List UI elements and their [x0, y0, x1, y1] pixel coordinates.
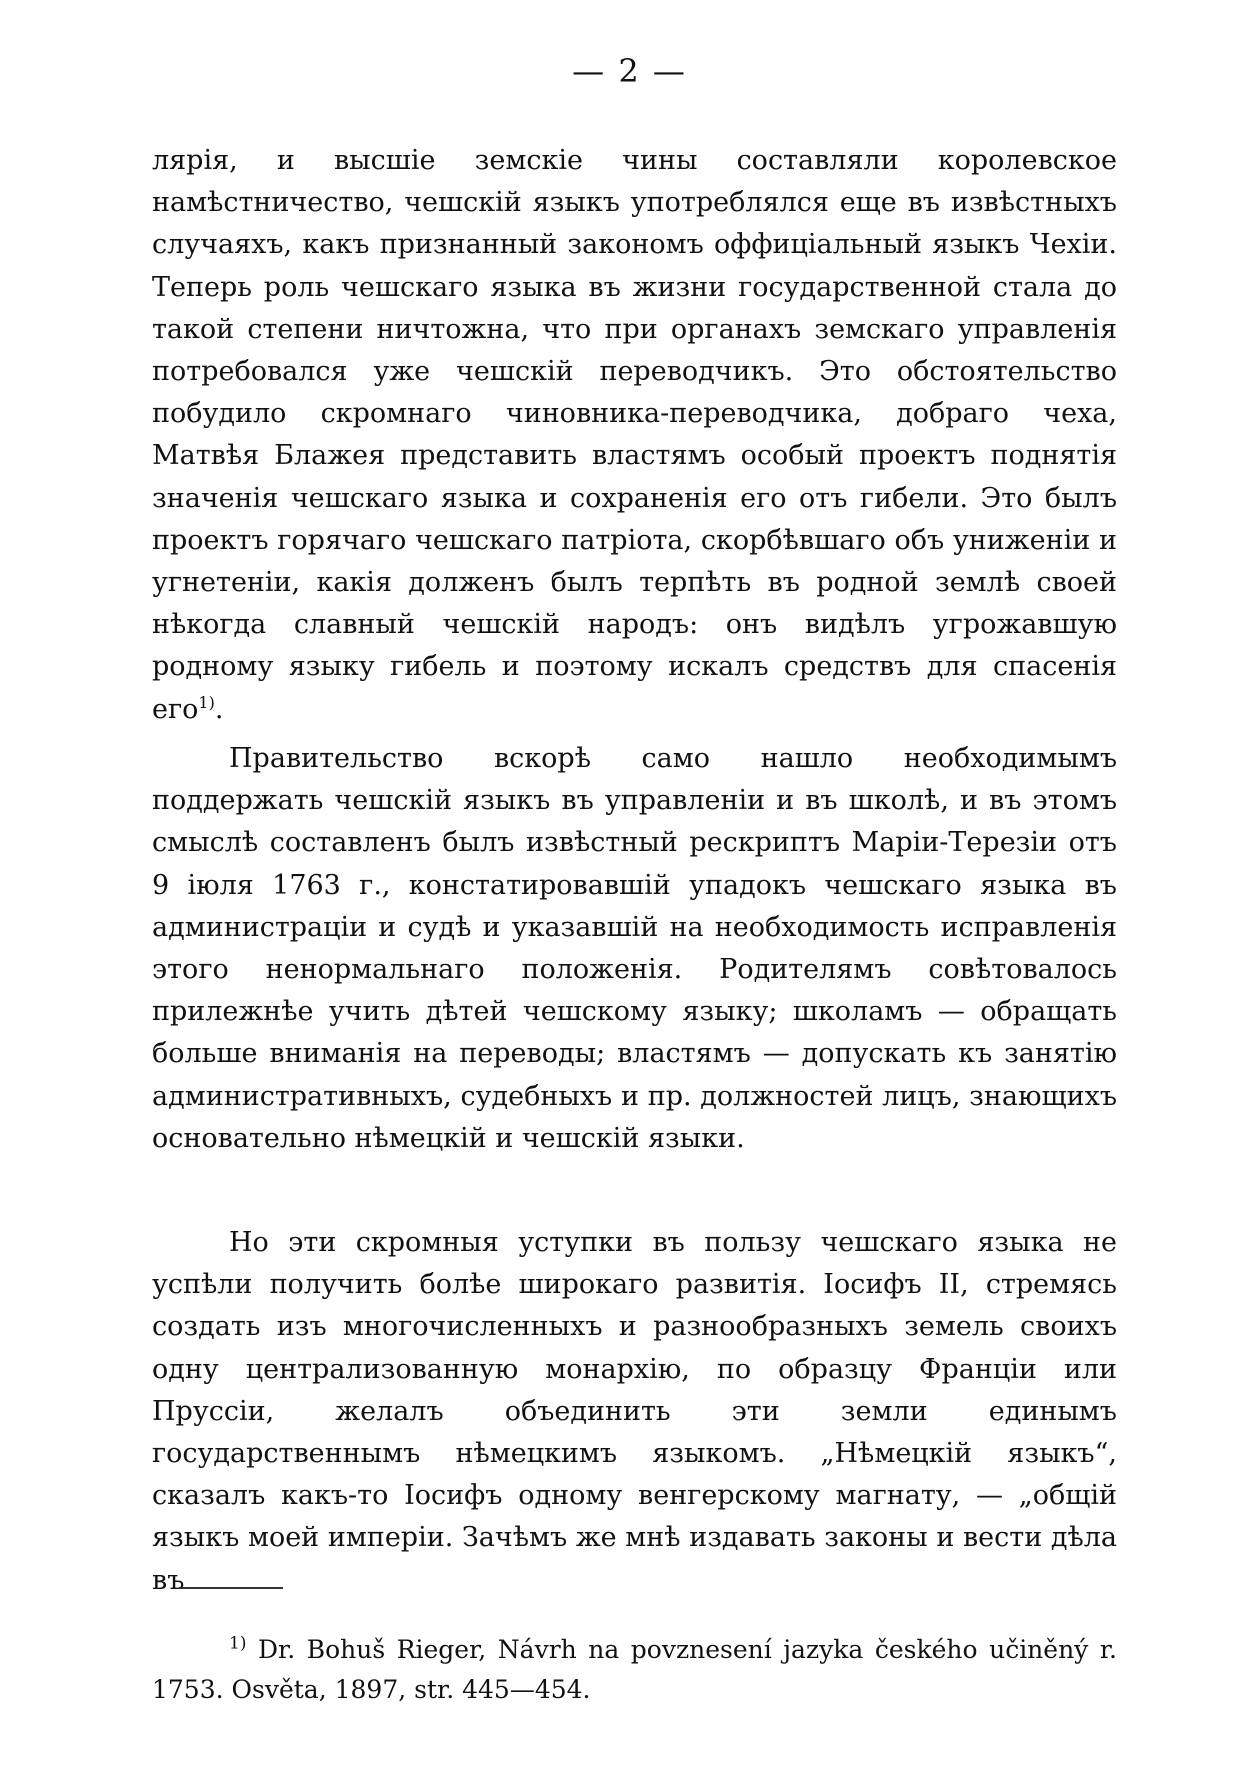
paragraph-2-text: Правительство вскорѣ само нашло необходимымъ поддержать чешскій языкъ въ управленіи и въ школѣ, и въ этомъ смыслѣ составленъ былъ извѣстный рескриптъ Маріи-Терезіи отъ 9 іюля 1763 г., констатировавшій упадокъ чешскаго языка въ администраціи и судѣ и указавшій на необходимость исправленія этого ненормальнаго положенія. Родителямъ совѣтовалось прилежнѣе учить дѣтей чешскому языку; школамъ — обращать больше вниманія на переводы; властямъ — допускать къ занятію административныхъ, судебныхъ и пр. должностей лицъ, знающихъ основательно нѣмецкій и чешскій языки.	[152, 743, 1117, 1154]
paragraph-1-tail: .	[214, 693, 224, 725]
footnote-reference: 1)	[198, 692, 215, 712]
footnote-mark: 1)	[229, 1633, 247, 1654]
footnote-separator	[179, 1587, 283, 1589]
footnote-text: Dr. Bohuš Rieger, Návrh na povznesení jazyka českého učiněný r. 1753. Osvěta, 1897, str. 445—454.	[152, 1635, 1117, 1704]
page-number: — 2 —	[572, 52, 687, 90]
footnote	[152, 1630, 1117, 1710]
paragraph-3-text: Но эти скромныя уступки въ пользу чешскаго языка не успѣли получить болѣе широкаго развитія. Іосифъ II, стремясь создать изъ многочисленныхъ и разнообразныхъ земель своихъ одну централизованную монархію, по образцу Франціи или Пруссіи, желалъ объединить эти земли единымъ государственнымъ нѣмецкимъ языкомъ. „Нѣмецкій языкъ“, сказалъ какъ-то Іосифъ одному венгерскому магнату, — „общій языкъ моей имперіи. Зачѣмъ же мнѣ издавать законы и вести дѣла въ	[152, 1227, 1117, 1596]
paragraph-2	[152, 738, 1117, 1160]
paragraph-3	[152, 1222, 1117, 1602]
paragraph-1	[152, 140, 1117, 731]
paragraph-1-text: лярія, и высшіе земскіе чины составляли королевское намѣстничество, чешскій языкъ употреблялся еще въ извѣстныхъ случаяхъ, какъ признанный закономъ оффиціальный языкъ Чехіи. Теперь роль чешскаго языка въ жизни государственной стала до такой степени ничтожна, что при органахъ земскаго управленія потребовался уже чешскій переводчикъ. Это обстоятельство побудило скромнаго чиновника-переводчика, добраго чеха, Матвѣя Блажея представить властямъ особый проектъ поднятія значенія чешскаго языка и сохраненія его отъ гибели. Это былъ проектъ горячаго чешскаго патріота, скорбѣвшаго объ униженіи и угнетеніи, какія долженъ былъ терпѣть въ родной землѣ своей нѣкогда славный чешскій народъ: онъ видѣлъ угрожавшую родному языку гибель и поэтому искалъ средствъ для спасенія его	[152, 145, 1117, 725]
